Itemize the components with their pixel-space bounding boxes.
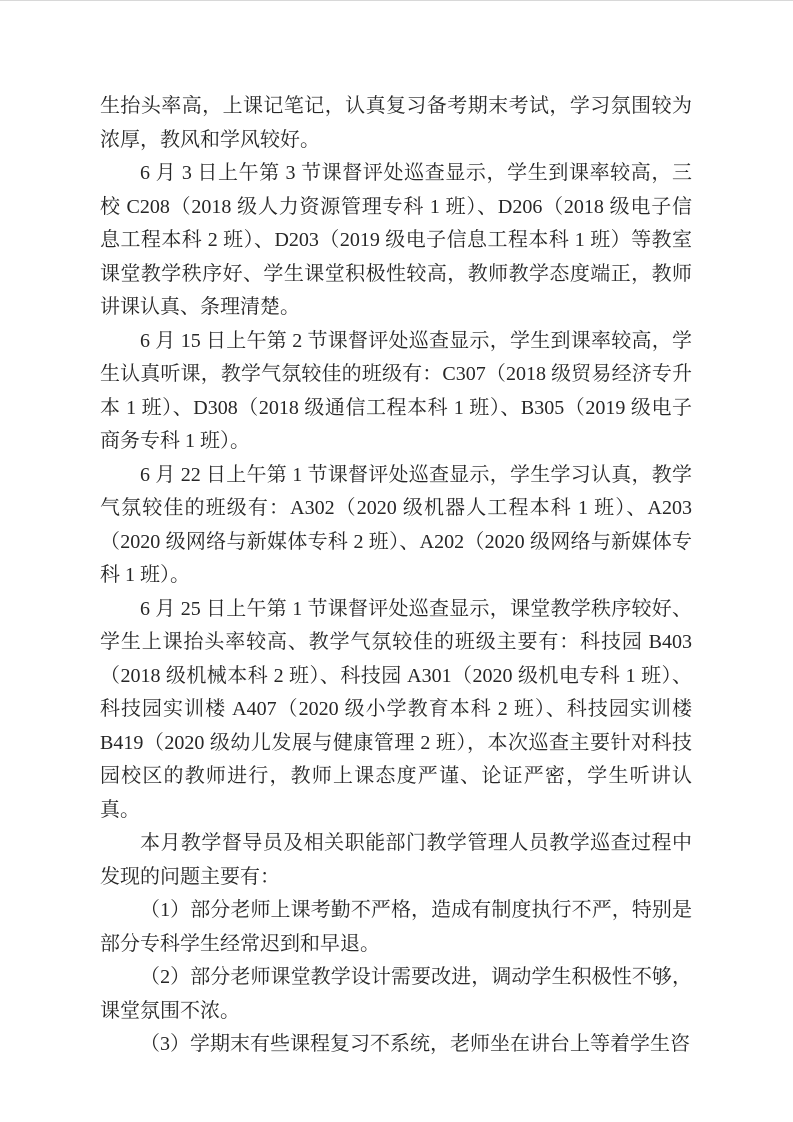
document-text-block (100, 90, 692, 1062)
paragraph: （3）学期末有些课程复习不系统，老师坐在讲台上等着学生咨 (140, 1033, 690, 1055)
paragraph: 6 月 25 日上午第 1 节课督评处巡查显示，课堂教学秩序较好、学生上课抬头率较高、教学气氛较佳的班级主要有：科技园 B403（2018 级机械本科 2 班）、科技园 A301（2020 级机电专科 1 班）、科技园实训楼 A407（2020 级小学教育本科 2 班）、科技园实训楼 B419（2020 级幼儿发展与健康管理 2 班），本次巡查主要针对科技园校区的教师进行，教师上课态度严谨、论证严密，学生听讲认真。 (100, 597, 692, 821)
paragraph: （2）部分老师课堂教学设计需要改进，调动学生积极性不够，课堂氛围不浓。 (100, 966, 692, 1022)
paragraph: 6 月 3 日上午第 3 节课督评处巡查显示，学生到课率较高，三校 C208（2018 级人力资源管理专科 1 班）、D206（2018 级电子信息工程本科 2 班）、D203（2019 级电子信息工程本科 1 班）等教室课堂教学秩序好、学生课堂积极性较高，教师教学态度端正，教师讲课认真、条理清楚。 (100, 162, 692, 318)
page-top-edge (0, 0, 793, 1)
paragraph: 本月教学督导员及相关职能部门教学管理人员教学巡查过程中发现的问题主要有： (100, 832, 692, 888)
paragraph: 6 月 15 日上午第 2 节课督评处巡查显示，学生到课率较高，学生认真听课，教学气氛较佳的班级有：C307（2018 级贸易经济专升本 1 班）、D308（2018 级通信工程本科 1 班）、B305（2019 级电子商务专科 1 班）。 (100, 329, 692, 452)
paragraph: （1）部分老师上课考勤不严格，造成有制度执行不严，特别是部分专科学生经常迟到和早退。 (100, 899, 692, 955)
paragraph: 生抬头率高，上课记笔记，认真复习备考期末考试，学习氛围较为浓厚，教风和学风较好。 (100, 95, 692, 151)
paragraph: 6 月 22 日上午第 1 节课督评处巡查显示，学生学习认真，教学气氛较佳的班级有：A302（2020 级机器人工程本科 1 班）、A203（2020 级网络与新媒体专科 2 班）、A202（2020 级网络与新媒体专科 1 班）。 (100, 463, 692, 586)
